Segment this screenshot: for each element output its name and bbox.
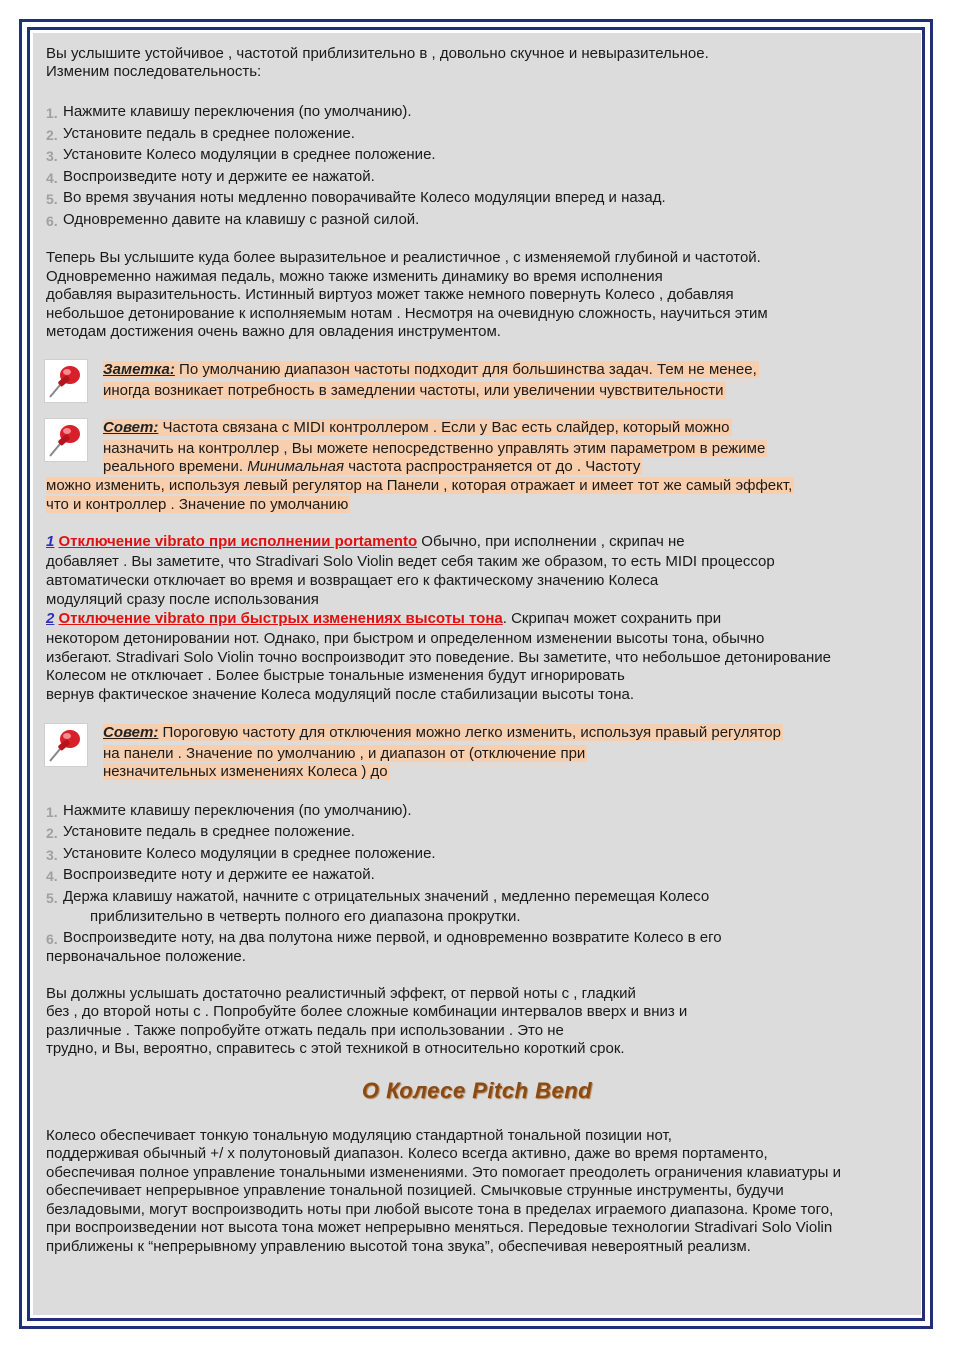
section-heading: О Колесе Pitch Bend [361,1078,593,1103]
list1-item: 5. Во время звучания ноты медленно поворачивайте Колесо модуляции вперед и назад. [46,189,666,207]
section1-title-link[interactable]: Отключение vibrato при исполнении portamento [58,533,418,550]
section2-line: некотором детонировании нот. Однако, при быстром и определенном изменении высоты тона, обычно [46,630,765,647]
list2-item: 1. Нажмите клавишу переключения (по умолчанию). [46,802,412,820]
section1-line: модуляций сразу после использования [46,591,319,608]
para3-line: без , до второй ноты с . Попробуйте более сложные комбинации интервалов вверх и вниз и [46,1003,688,1020]
list1-item: 6. Одновременно давите на клавишу с разной силой. [46,211,420,229]
para2-line: добавляя выразительность. Истинный виртуоз может также немного повернуть Колесо , добавляя [46,286,734,303]
list2-item: 4. Воспроизведите ноту и держите ее нажатой. [46,866,375,884]
tip-tag: Совет: [103,419,159,436]
para4-line: обеспечивая полное управление тональными изменениями. Это помогает преодолеть ограничения клавиатуры и [46,1164,841,1181]
tip2-box: Совет: Пороговую частоту для отключения можно легко изменить, используя правый регулятор на панели . Значение по умолчанию , и диапазон от (отключение при незначительных изменениях Колеса ) до [103,724,781,780]
para2-line: методам достижения очень важно для овладения инструментом. [46,323,501,340]
list1-item: 3. Установите Колесо модуляции в среднее положение. [46,146,436,164]
para4-line: поддерживая обычный +/ х полутоновый диапазон. Колесо всегда активно, даже во время портаменто, [46,1145,768,1162]
tip2-tag: Совет: [103,724,159,741]
pushpin-icon [44,418,88,462]
intro-line-1: Вы услышите устойчивое , частотой приблизительно в , довольно скучное и невыразительное. [46,45,709,62]
para3-line: трудно, и Вы, вероятно, справитесь с этой техникой в относительно короткий срок. [46,1040,625,1057]
section2-line: вернув фактическое значение Колеса модуляций после стабилизации высоты тона. [46,686,635,703]
pushpin-icon [44,359,88,403]
section1-line: добавляет . Вы заметите, что Stradivari Solo Violin ведет себя таким же образом, то есть MIDI процессор [46,553,775,570]
list2-item: 2. Установите педаль в среднее положение. [46,823,355,841]
section2-line: Колесом не отключает . Более быстрые тональные изменения будут игнорировать [46,667,625,684]
tip-box: Совет: Частота связана с MIDI контроллером . Если у Вас есть слайдер, который можно назначить на контроллер , Вы можете непосредственно управлять этим параметром в режиме реального времени. Минимальная частота распространяется от до . Частоту [103,419,766,475]
tip-box-continued: можно изменить, используя левый регулятор на Панели , которая отражает и имеет тот же самый эффект, что и контроллер . Значение по умолчанию [46,477,793,513]
section1-line: автоматически отключает во время и возвращает его к фактическому значению Колеса [46,572,659,589]
para4-line: Колесо обеспечивает тонкую тональную модуляцию стандартной тональной позиции нот, [46,1127,672,1144]
para2-line: Теперь Вы услышите куда более выразительное и реалистичное , с изменяемой глубиной и частотой. [46,249,761,266]
section2-line: 2 Отключение vibrato при быстрых изменениях высоты тона. Скрипач может сохранить при [46,610,722,627]
list1-item: 1. Нажмите клавишу переключения (по умолчанию). [46,103,412,121]
list1-item: 4. Воспроизведите ноту и держите ее нажатой. [46,168,375,186]
para4-line: обеспечивает непрерывное управление тональной позицией. Смычковые струнные инструменты, будучи [46,1182,784,1199]
note-box: Заметка: По умолчанию диапазон частоты подходит для большинства задач. Тем не менее, иногда возникает потребность в замедлении частоты, или увеличении чувствительности [103,361,757,399]
list1-item: 2. Установите педаль в среднее положение. [46,125,355,143]
list2-item: 3. Установите Колесо модуляции в среднее положение. [46,845,436,863]
para4-line: приближены к “непрерывному управлению высотой тона звука”, обеспечивая невероятный реализм. [46,1238,751,1255]
list2-item-continuation: первоначальное положение. [46,948,246,965]
note-tag: Заметка: [103,361,175,378]
para3-line: Вы должны услышать достаточно реалистичный эффект, от первой ноты с , гладкий [46,985,636,1002]
para2-line: Одновременно нажимая педаль, можно также изменить динамику во время исполнения [46,268,663,285]
list2-item: 6. Воспроизведите ноту, на два полутона ниже первой, и одновременно возвратите Колесо в его [46,929,722,947]
intro-line-2: Изменим последовательность: [46,63,262,80]
list2-item-continuation: приблизительно в четверть полного его диапазона прокрутки. [90,908,521,925]
para4-line: безладовыми, могут воспроизводить ноты при любой высоте тона в пределах играемого диапазона. Кроме того, [46,1201,834,1218]
section1-line: 1 Отключение vibrato при исполнении portamento Обычно, при исполнении , скрипач не [46,533,685,550]
para2-line: небольшое детонирование к исполняемым нотам . Несмотря на очевидную сложность, научиться этим [46,305,768,322]
pushpin-icon [44,723,88,767]
para3-line: различные . Также попробуйте отжать педаль при использовании . Это не [46,1022,564,1039]
section2-title-link[interactable]: Отключение vibrato при быстрых изменениях высоты тона [58,610,503,627]
list2-item: 5. Держа клавишу нажатой, начните с отрицательных значений , медленно перемещая Колесо [46,888,710,906]
para4-line: при воспроизведении нот высота тона может непрерывно меняться. Передовые технологии Stradivari Solo Violin [46,1219,833,1236]
section2-line: избегают. Stradivari Solo Violin точно воспроизводит это поведение. Вы заметите, что небольшое детонирование [46,649,831,666]
